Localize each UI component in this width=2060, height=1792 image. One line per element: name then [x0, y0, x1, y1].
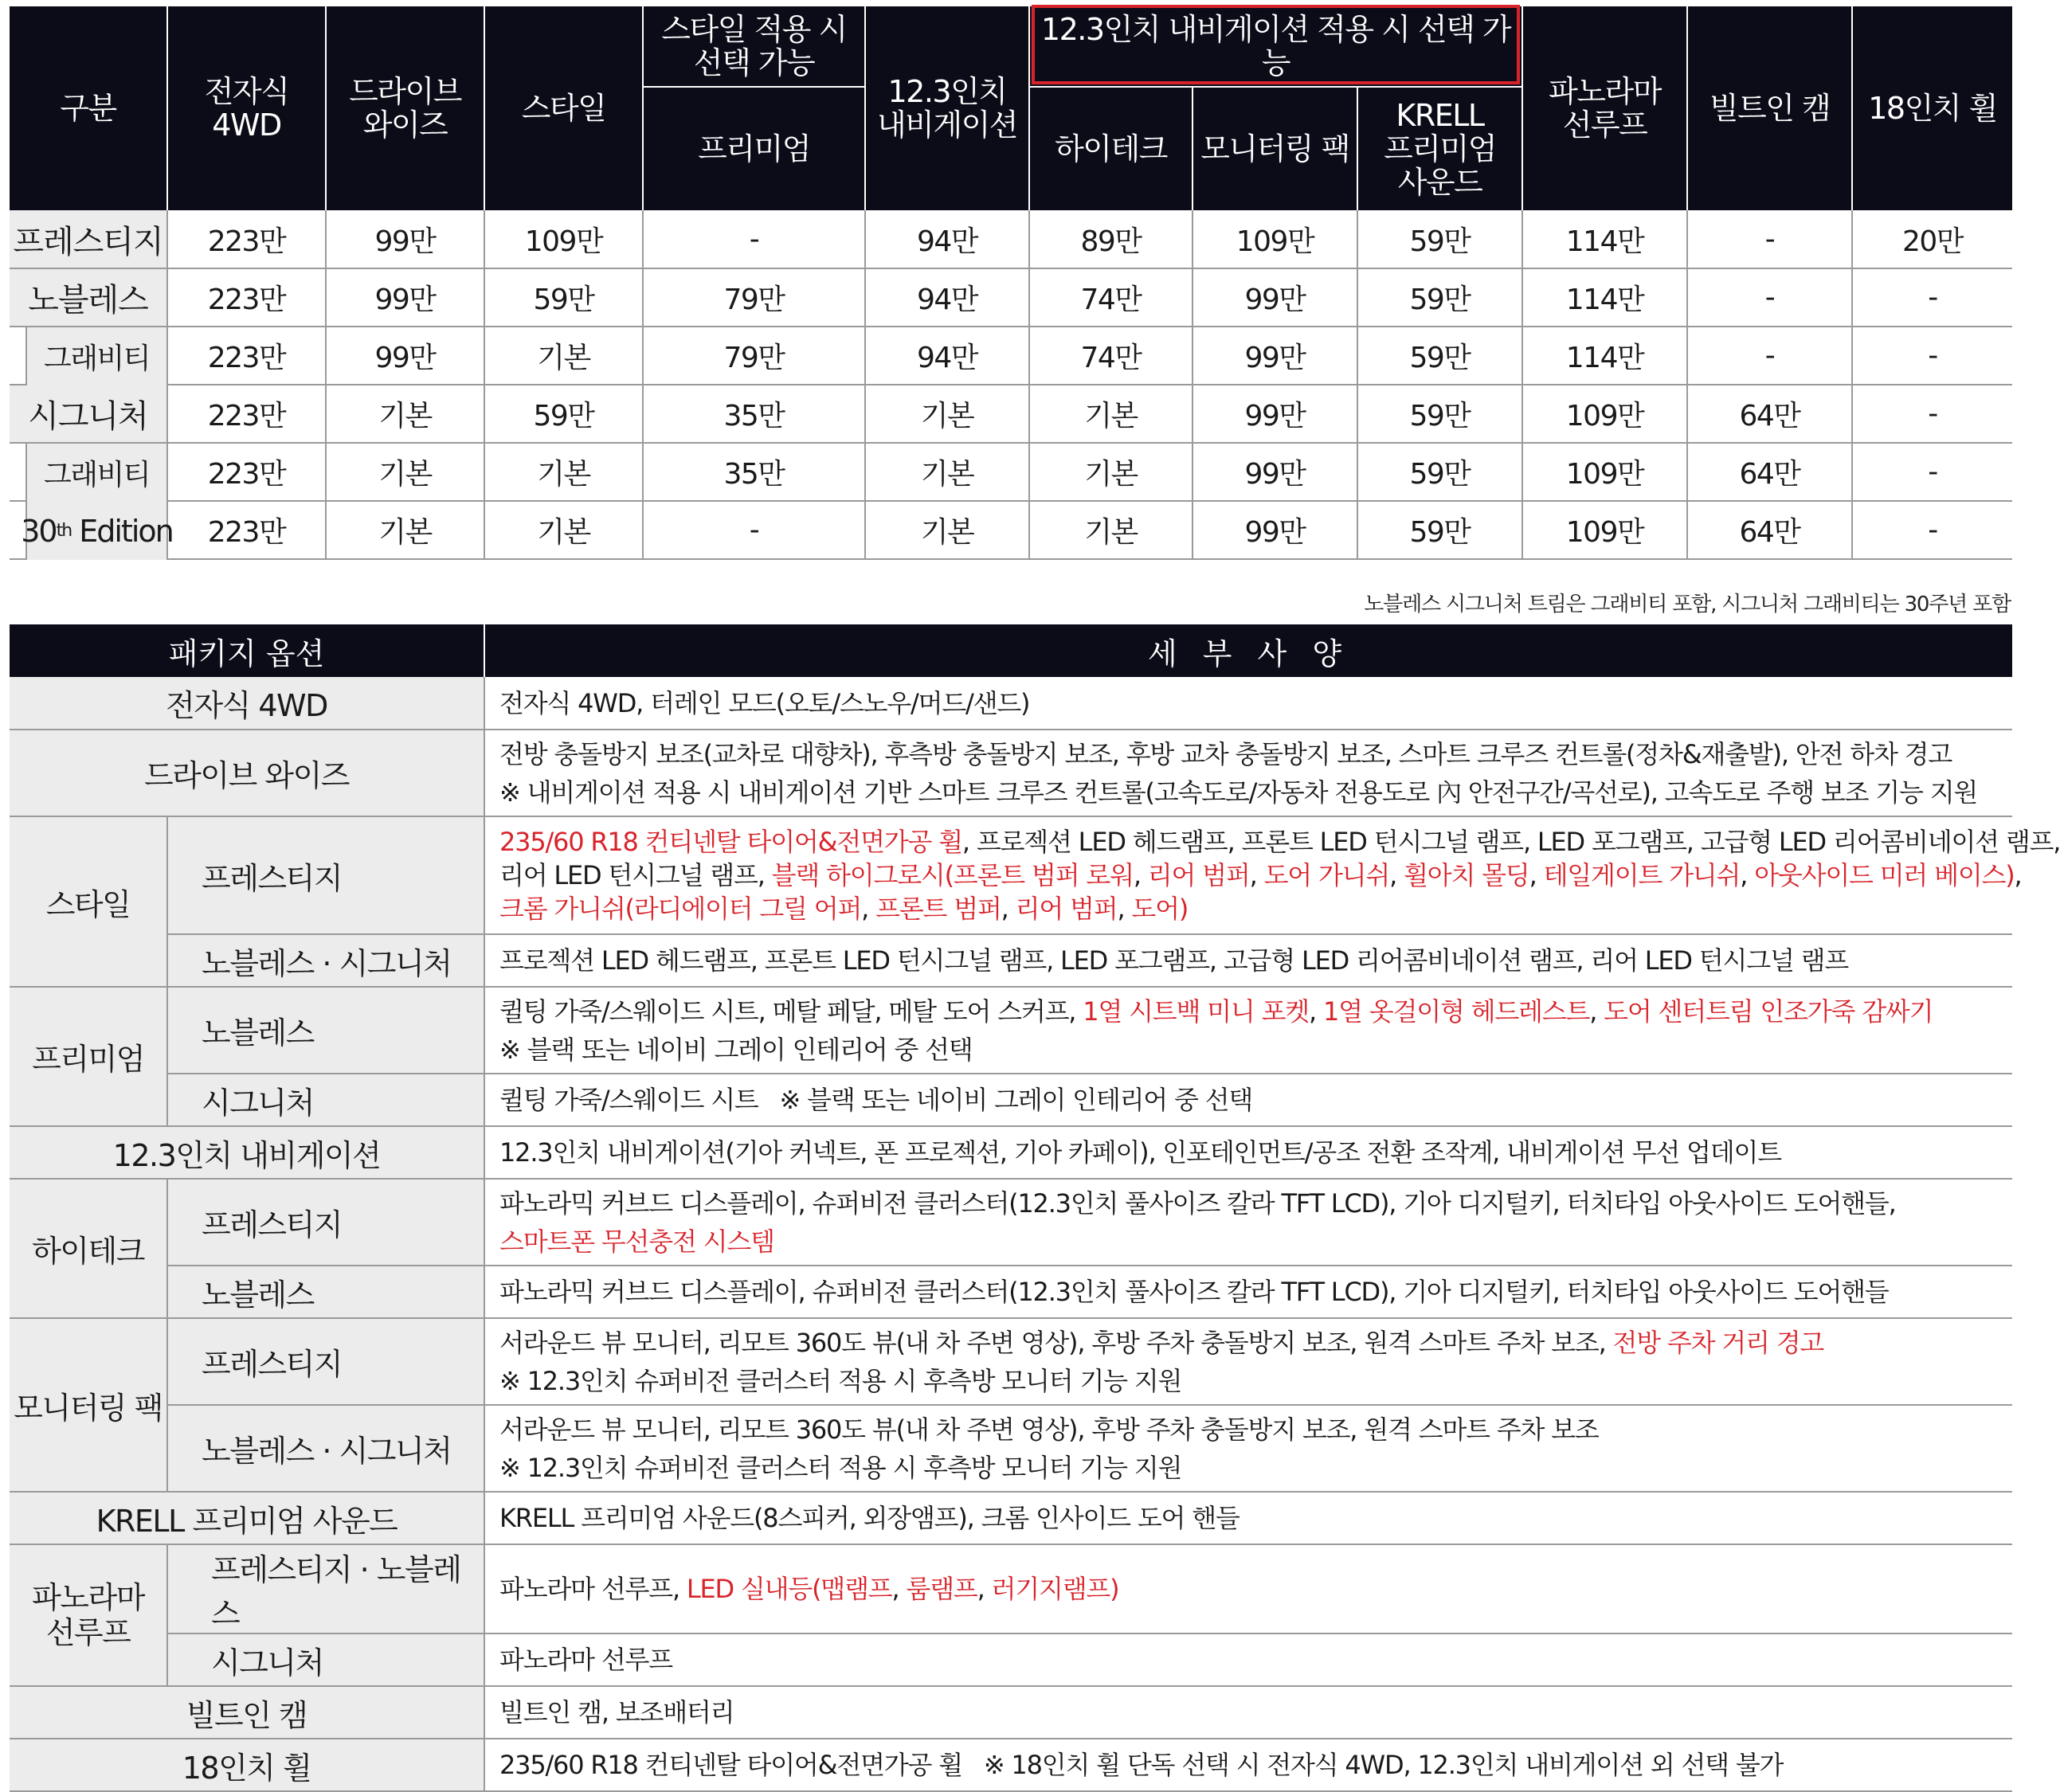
- price-cell: 기본: [1029, 443, 1193, 501]
- price-cell: 59만: [484, 385, 643, 443]
- price-cell: -: [1687, 327, 1852, 385]
- price-cell: 223만: [167, 501, 326, 559]
- package-header-row: [10, 624, 2012, 677]
- pkg-desc-krell: KRELL 프리미엄 사운드(8스피커, 외장앰프), 크롬 인사이드 도어 핸들: [484, 1492, 2012, 1544]
- price-row: [10, 501, 2012, 559]
- price-cell: 89만: [1029, 210, 1193, 268]
- pkg-sublabel-monitoring-noblesse-signature: 노블레스 · 시그니처: [167, 1405, 484, 1492]
- col-header-premium: 프리미엄: [643, 87, 865, 210]
- price-cell: 기본: [484, 443, 643, 501]
- price-row: [10, 385, 2012, 443]
- trim-label: 그래비티: [25, 444, 166, 502]
- trim-cell-sub: [10, 327, 167, 385]
- pkg-row-premium-signature: [10, 1074, 2012, 1126]
- pkg-sublabel-hitech-noblesse: 노블레스: [167, 1266, 484, 1318]
- price-cell: 109만: [484, 210, 643, 268]
- pkg-label-drive-wise: 드라이브 와이즈: [10, 730, 484, 816]
- pkg-label-awd: 전자식 4WD: [10, 677, 484, 730]
- price-cell: 223만: [167, 443, 326, 501]
- col-header-detail: 세 부 사 양: [484, 624, 2012, 677]
- price-cell: -: [1852, 327, 2012, 385]
- col-header-navigation: 12.3인치 내비게이션: [865, 6, 1029, 210]
- price-cell: 99만: [1193, 268, 1357, 327]
- price-cell: 59만: [484, 268, 643, 327]
- pkg-label-panorama: 파노라마 선루프: [10, 1544, 167, 1686]
- price-cell: 109만: [1193, 210, 1357, 268]
- price-cell: 59만: [1357, 210, 1522, 268]
- pkg-desc-panorama-signature: 파노라마 선루프: [484, 1634, 2012, 1686]
- pkg-row-style-prestige: [10, 816, 2012, 934]
- trim-cell-sub: [10, 501, 173, 559]
- pkg-row-wheel18: [10, 1739, 2012, 1791]
- pkg-desc-monitoring-prestige: 서라운드 뷰 모니터, 리모트 360도 뷰(내 차 주변 영상), 후방 주차 충돌방지 보조, 원격 스마트 주차 보조, 전방 주차 거리 경고 ※ 12.3인치 슈퍼비전 클러스터 적용 시 후측방 모니터 기능 지원: [484, 1318, 2012, 1405]
- price-cell: 223만: [167, 268, 326, 327]
- price-cell: 기본: [326, 385, 484, 443]
- col-header-style: 스타일: [484, 6, 643, 210]
- price-cell: 기본: [1029, 385, 1193, 443]
- col-header-panorama: 파노라마 선루프: [1522, 6, 1687, 210]
- price-cell: 기본: [865, 501, 1029, 559]
- pkg-row-monitoring-prestige: [10, 1318, 2012, 1405]
- price-cell: 64만: [1687, 501, 1852, 559]
- pkg-sublabel-panorama-signature: 시그니처: [167, 1634, 484, 1686]
- price-cell: 223만: [167, 327, 326, 385]
- pkg-label-builtin-cam: 빌트인 캠: [10, 1686, 484, 1739]
- col-header-krell: KRELL 프리미엄 사운드: [1357, 87, 1522, 210]
- pkg-row-builtin-cam: [10, 1686, 2012, 1739]
- pkg-label-wheel18: 18인치 휠: [10, 1739, 484, 1791]
- price-header-row: [10, 6, 2012, 87]
- price-cell: 114만: [1522, 268, 1687, 327]
- pkg-desc-style-prestige: 235/60 R18 컨티넨탈 타이어&전면가공 휠, 프로젝션 LED 헤드램프, 프론트 LED 턴시그널 램프, LED 포그램프, 고급형 LED 리어콤비네이션 램프, 리어 LED 턴시그널 램프, 블랙 하이그로시(프론트 범퍼 로워, 리어 범퍼, 도어 가니쉬, 휠아치 몰딩, 테일게이트 가니쉬, 아웃사이드 미러 베이스), 크롬 가니쉬(라디에이터 그릴 어퍼, 프론트 범퍼, 리어 범퍼, 도어): [484, 816, 2012, 934]
- price-cell: 223만: [167, 210, 326, 268]
- price-cell: -: [1687, 268, 1852, 327]
- price-cell: -: [643, 501, 865, 559]
- col-header-hitech: 하이테크: [1029, 87, 1193, 210]
- price-cell: 35만: [643, 443, 865, 501]
- col-header-builtin-cam: 빌트인 캠: [1687, 6, 1852, 210]
- pkg-desc-premium-signature: 퀼팅 가죽/스웨이드 시트 ※ 블랙 또는 네이비 그레이 인테리어 중 선택: [484, 1074, 2012, 1126]
- price-cell: 기본: [484, 501, 643, 559]
- price-row: [10, 210, 2012, 268]
- pkg-desc-style-noblesse-signature: 프로젝션 LED 헤드램프, 프론트 LED 턴시그널 램프, LED 포그램프, 고급형 LED 리어콤비네이션 램프, 리어 LED 턴시그널 램프: [484, 934, 2012, 987]
- trim-label: 노블레스: [10, 268, 167, 327]
- pkg-row-drive-wise: [10, 730, 2012, 816]
- price-cell: 64만: [1687, 443, 1852, 501]
- pkg-row-premium-noblesse: [10, 987, 2012, 1074]
- trim-label: 시그니처: [10, 385, 167, 443]
- pkg-row-panorama-signature: [10, 1634, 2012, 1686]
- group-header-style-dependent: 스타일 적용 시 선택 가능: [643, 6, 865, 87]
- trim-label: 프레스티지: [10, 210, 167, 268]
- price-cell: 114만: [1522, 210, 1687, 268]
- pkg-desc-monitoring-noblesse-signature: 서라운드 뷰 모니터, 리모트 360도 뷰(내 차 주변 영상), 후방 주차 충돌방지 보조, 원격 스마트 주차 보조 ※ 12.3인치 슈퍼비전 클러스터 적용 시 후측방 모니터 기능 지원: [484, 1405, 2012, 1492]
- price-cell: -: [1852, 501, 2012, 559]
- price-cell: 99만: [1193, 443, 1357, 501]
- price-cell: 94만: [865, 268, 1029, 327]
- price-cell: 99만: [326, 268, 484, 327]
- price-cell: -: [1852, 268, 2012, 327]
- price-cell: 59만: [1357, 385, 1522, 443]
- price-cell: 기본: [865, 385, 1029, 443]
- pkg-desc-premium-noblesse: 퀼팅 가죽/스웨이드 시트, 메탈 페달, 메탈 도어 스커프, 1열 시트백 미니 포켓, 1열 옷걸이형 헤드레스트, 도어 센터트림 인조가죽 감싸기 ※ 블랙 또는 네이비 그레이 인테리어 중 선택: [484, 987, 2012, 1074]
- pkg-sublabel-monitoring-prestige: 프레스티지: [167, 1318, 484, 1405]
- price-cell: 74만: [1029, 268, 1193, 327]
- pkg-desc-wheel18: 235/60 R18 컨티넨탈 타이어&전면가공 휠 ※ 18인치 휠 단독 선택 시 전자식 4WD, 12.3인치 내비게이션 외 선택 불가: [484, 1739, 2012, 1791]
- pkg-sublabel-premium-noblesse: 노블레스: [167, 987, 484, 1074]
- pkg-sublabel-panorama-prestige-noblesse: 프레스티지 · 노블레스: [167, 1544, 484, 1634]
- price-row: [10, 268, 2012, 327]
- col-header-awd: 전자식 4WD: [167, 6, 326, 210]
- price-cell: 기본: [1029, 501, 1193, 559]
- price-row: [10, 443, 2012, 501]
- pkg-label-krell: KRELL 프리미엄 사운드: [10, 1492, 484, 1544]
- price-cell: 59만: [1357, 327, 1522, 385]
- price-cell: 79만: [643, 268, 865, 327]
- price-cell: 35만: [643, 385, 865, 443]
- price-cell: -: [1687, 210, 1852, 268]
- pkg-desc-builtin-cam: 빌트인 캠, 보조배터리: [484, 1686, 2012, 1739]
- price-cell: 74만: [1029, 327, 1193, 385]
- pkg-label-premium: 프리미엄: [10, 987, 167, 1126]
- pkg-desc-drive-wise: 전방 충돌방지 보조(교차로 대향차), 후측방 충돌방지 보조, 후방 교차 충돌방지 보조, 스마트 크루즈 컨트롤(정차&재출발), 안전 하차 경고 ※ 내비게이션 적용 시 내비게이션 기반 스마트 크루즈 컨트롤(고속도로/자동차 전용도로 內 안전구간/곡선로), 고속도로 주행 보조 기능 지원: [484, 730, 2012, 816]
- pkg-row-style-noblesse-signature: [10, 934, 2012, 987]
- price-cell: -: [1852, 385, 2012, 443]
- pkg-sublabel-style-prestige: 프레스티지: [167, 816, 484, 934]
- price-row: [10, 327, 2012, 385]
- price-cell: 109만: [1522, 443, 1687, 501]
- price-cell: 99만: [326, 327, 484, 385]
- price-cell: 64만: [1687, 385, 1852, 443]
- price-cell: 기본: [865, 443, 1029, 501]
- pkg-row-panorama-prestige-noblesse: [10, 1544, 2012, 1634]
- pkg-row-hitech-noblesse: [10, 1266, 2012, 1318]
- package-detail-table: [10, 624, 2060, 1792]
- price-cell: 기본: [484, 327, 643, 385]
- trim-cell-sub: [10, 443, 167, 501]
- price-cell: 59만: [1357, 501, 1522, 559]
- col-header-wheel18: 18인치 휠: [1852, 6, 2012, 210]
- pkg-row-monitoring-noblesse-signature: [10, 1405, 2012, 1492]
- price-cell: 기본: [326, 501, 484, 559]
- col-header-trim: 구분: [10, 6, 167, 210]
- pkg-desc-hitech-noblesse: 파노라믹 커브드 디스플레이, 슈퍼비전 클러스터(12.3인치 풀사이즈 칼라 TFT LCD), 기아 디지털키, 터치타입 아웃사이드 도어핸들: [484, 1266, 2012, 1318]
- price-cell: 59만: [1357, 443, 1522, 501]
- footnote: 노블레스 시그니처 트림은 그래비티 포함, 시그니처 그래비티는 30주년 포함: [1364, 593, 2011, 616]
- trim-label: 30 th Edition: [25, 502, 166, 560]
- trim-label: 그래비티: [25, 327, 166, 385]
- group-header-nav-dependent: 12.3인치 내비게이션 적용 시 선택 가능: [1029, 6, 1522, 87]
- price-cell: 99만: [1193, 501, 1357, 559]
- price-cell: 59만: [1357, 268, 1522, 327]
- pkg-desc-awd: 전자식 4WD, 터레인 모드(오토/스노우/머드/샌드): [484, 677, 2012, 730]
- price-cell: -: [1852, 443, 2012, 501]
- pkg-row-navigation: [10, 1126, 2012, 1179]
- price-cell: 114만: [1522, 327, 1687, 385]
- pkg-label-navigation: 12.3인치 내비게이션: [10, 1126, 484, 1179]
- col-header-package: 패키지 옵션: [10, 624, 484, 677]
- pkg-sublabel-style-noblesse-signature: 노블레스 · 시그니처: [167, 934, 484, 987]
- price-cell: 223만: [167, 385, 326, 443]
- pkg-desc-navigation: 12.3인치 내비게이션(기아 커넥트, 폰 프로젝션, 기아 카페이), 인포테인먼트/공조 전환 조작계, 내비게이션 무선 업데이트: [484, 1126, 2012, 1179]
- price-cell: 94만: [865, 210, 1029, 268]
- price-cell: 기본: [326, 443, 484, 501]
- price-cell: 99만: [326, 210, 484, 268]
- pkg-sublabel-premium-signature: 시그니처: [167, 1074, 484, 1126]
- option-price-table: [10, 6, 2012, 560]
- pkg-row-awd: [10, 677, 2012, 730]
- pkg-label-monitoring: 모니터링 팩: [10, 1318, 167, 1492]
- col-header-drive-wise: 드라이브 와이즈: [326, 6, 484, 210]
- price-cell: 109만: [1522, 385, 1687, 443]
- pkg-desc-panorama-prestige-noblesse: 파노라마 선루프, LED 실내등(맵램프, 룸램프, 러기지램프): [484, 1544, 2012, 1634]
- pkg-sublabel-hitech-prestige: 프레스티지: [167, 1179, 484, 1266]
- pkg-label-style: 스타일: [10, 816, 167, 987]
- pkg-row-krell: [10, 1492, 2012, 1544]
- pkg-desc-hitech-prestige: 파노라믹 커브드 디스플레이, 슈퍼비전 클러스터(12.3인치 풀사이즈 칼라 TFT LCD), 기아 디지털키, 터치타입 아웃사이드 도어핸들, 스마트폰 무선충전 시스템: [484, 1179, 2012, 1266]
- price-cell: 109만: [1522, 501, 1687, 559]
- price-cell: 94만: [865, 327, 1029, 385]
- price-cell: 99만: [1193, 327, 1357, 385]
- price-table-body: [10, 210, 2012, 559]
- price-cell: -: [643, 210, 865, 268]
- price-cell: 99만: [1193, 385, 1357, 443]
- col-header-monitoring: 모니터링 팩: [1193, 87, 1357, 210]
- price-cell: 79만: [643, 327, 865, 385]
- pkg-row-hitech-prestige: [10, 1179, 2012, 1266]
- price-cell: 20만: [1852, 210, 2012, 268]
- pkg-label-hitech: 하이테크: [10, 1179, 167, 1318]
